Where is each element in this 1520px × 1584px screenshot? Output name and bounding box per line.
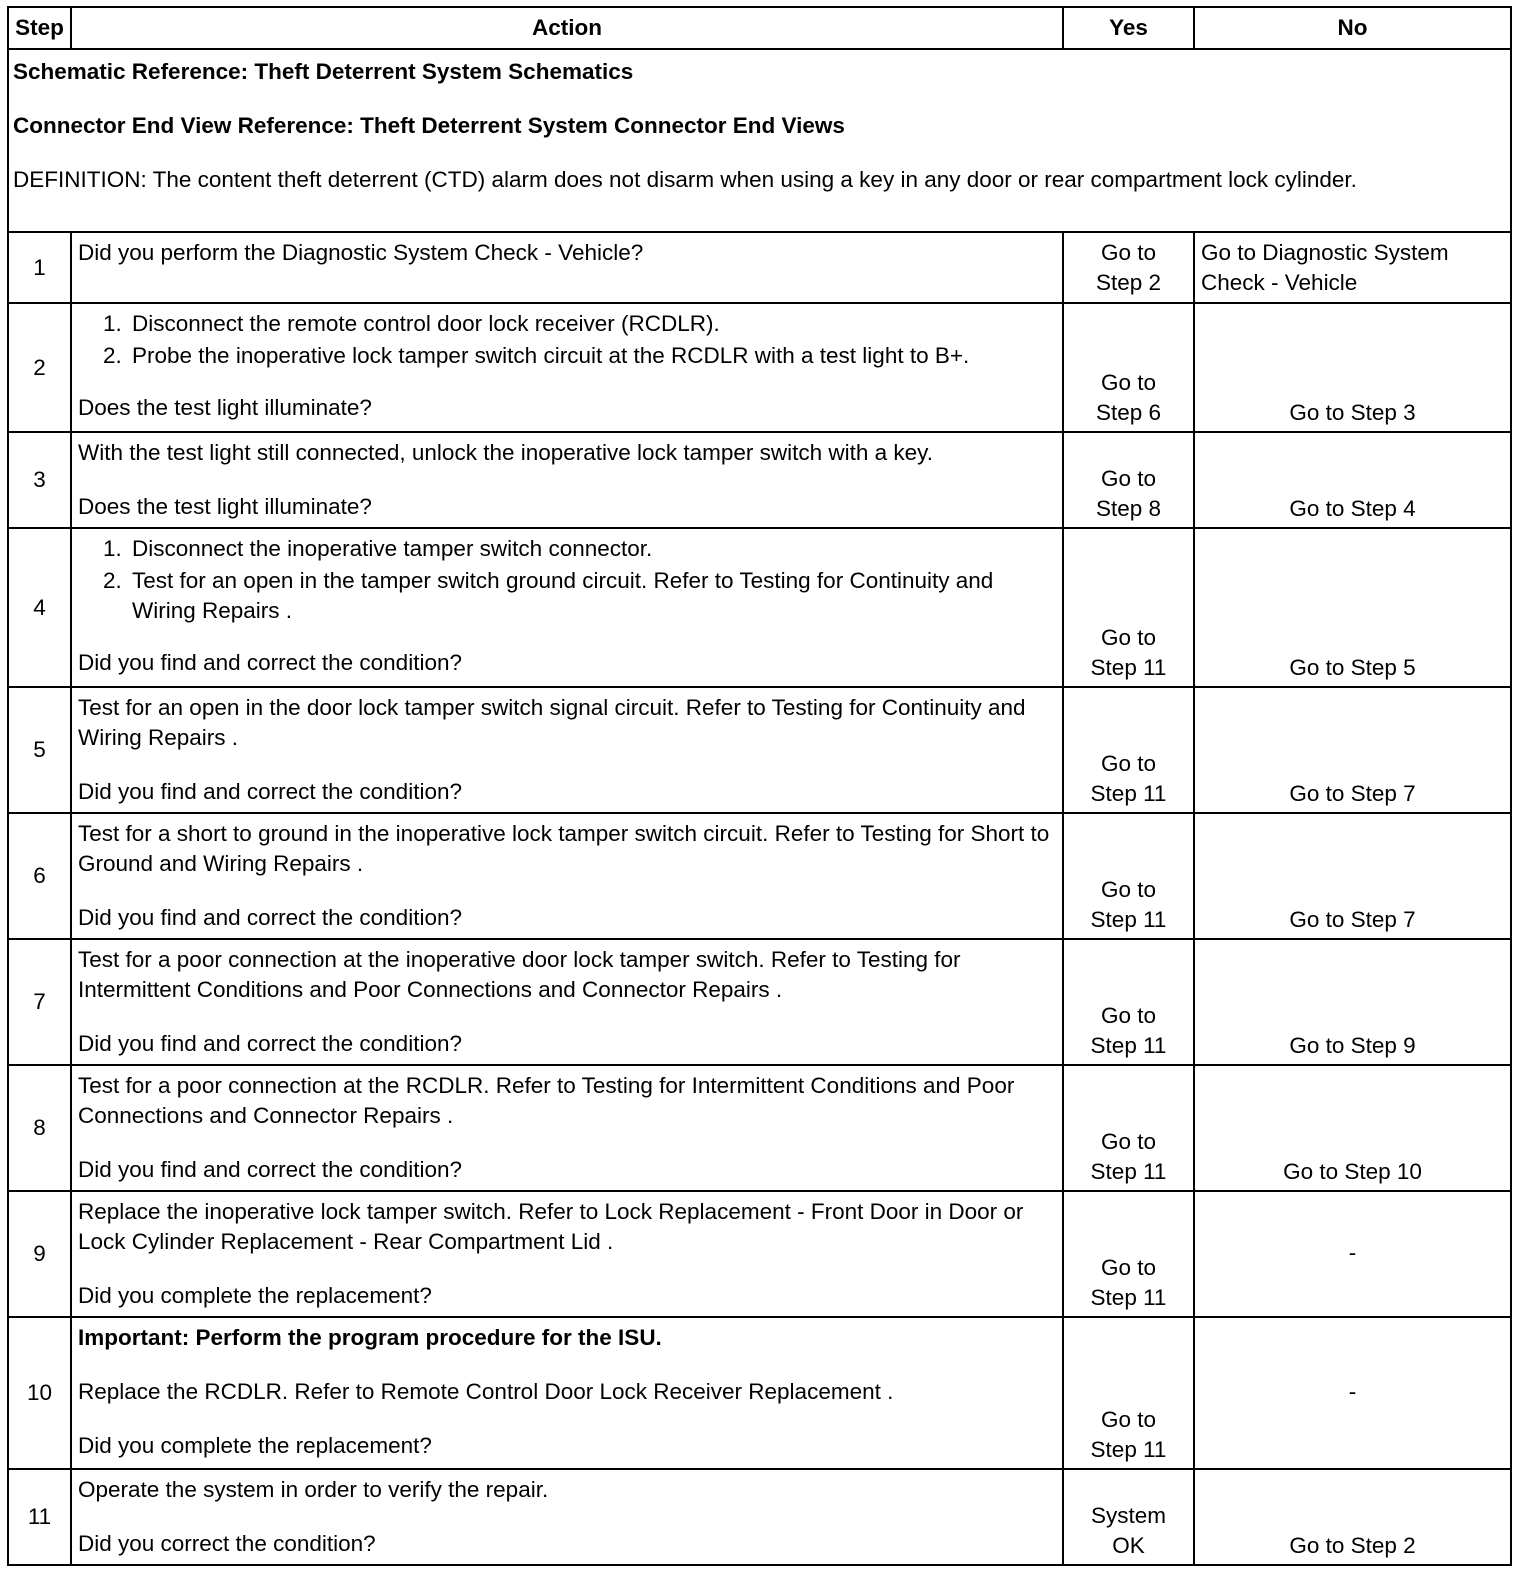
- action-text: Replace the RCDLR. Refer to Remote Control Door Lock Receiver Replacement .: [78, 1379, 894, 1404]
- step-action: [71, 303, 1063, 432]
- definition-text: DEFINITION: The content theft deterrent (CTD) alarm does not disarm when using a key in any door or rear compartment lock cylinder.: [13, 167, 1357, 192]
- connector-reference: Connector End View Reference: Theft Deterrent System Connector End Views: [13, 113, 845, 138]
- step-question: Did you find and correct the condition?: [78, 905, 462, 930]
- step-action: [71, 1191, 1063, 1317]
- no-result: -: [1194, 1317, 1511, 1469]
- list-item: 2. Test for an open in the tamper switch ground circuit. Refer to Testing for Continuity and Wiring Repairs .: [128, 566, 1056, 626]
- step-number: 4: [8, 528, 71, 687]
- yes-result: [1063, 528, 1194, 687]
- header-yes: Yes: [1063, 7, 1194, 49]
- step-number: 2: [8, 303, 71, 432]
- step-number: 5: [8, 687, 71, 813]
- reference-row: [8, 49, 1511, 232]
- table-row: [8, 528, 1511, 687]
- yes-line: Step 11: [1090, 781, 1167, 806]
- table-row: [8, 687, 1511, 813]
- table-row: [8, 939, 1511, 1065]
- step-question: Did you find and correct the condition?: [78, 1157, 462, 1182]
- no-result: Go to Step 9: [1194, 939, 1511, 1065]
- step-number: 11: [8, 1469, 71, 1565]
- step-number: 8: [8, 1065, 71, 1191]
- table-row: [8, 1317, 1511, 1469]
- yes-line: Go to: [1100, 370, 1157, 395]
- step-action: [71, 432, 1063, 528]
- step-question: Does the test light illuminate?: [78, 395, 372, 420]
- no-result: -: [1194, 1191, 1511, 1317]
- step-number: 7: [8, 939, 71, 1065]
- no-result: Go to Step 3: [1194, 303, 1511, 432]
- step-question: Does the test light illuminate?: [78, 494, 372, 519]
- yes-result: [1063, 1065, 1194, 1191]
- yes-line: Go to: [1100, 877, 1157, 902]
- yes-line: Go to: [1100, 1129, 1157, 1154]
- yes-line: System: [1090, 1503, 1166, 1528]
- action-text: Test for a short to ground in the inoperative lock tamper switch circuit. Refer to Testing for Short to Ground and Wiring Repairs .: [78, 821, 1050, 876]
- yes-line: Step 11: [1090, 1159, 1167, 1184]
- action-text: Test for a poor connection at the RCDLR. Refer to Testing for Intermittent Conditions and Poor Connections and Connector Repairs .: [78, 1073, 1015, 1128]
- yes-line: Go to: [1100, 1003, 1157, 1028]
- yes-line: Step 11: [1090, 907, 1167, 932]
- yes-result: [1063, 687, 1194, 813]
- no-result: Go to Step 5: [1194, 528, 1511, 687]
- table-row: [8, 232, 1511, 303]
- step-number: 3: [8, 432, 71, 528]
- yes-line: Go to: [1100, 240, 1157, 265]
- no-result: Go to Step 7: [1194, 687, 1511, 813]
- yes-line: Step 8: [1095, 496, 1162, 521]
- table-row: [8, 1191, 1511, 1317]
- table-row: [8, 813, 1511, 939]
- step-action: [71, 1065, 1063, 1191]
- yes-line: Step 2: [1095, 270, 1162, 295]
- yes-result: [1063, 813, 1194, 939]
- step-number: 10: [8, 1317, 71, 1469]
- yes-result: [1063, 432, 1194, 528]
- no-result: Go to Step 10: [1194, 1065, 1511, 1191]
- action-text: Replace the inoperative lock tamper switch. Refer to Lock Replacement - Front Door in Door or Lock Cylinder Replacement - Rear Compartment Lid .: [78, 1199, 1024, 1254]
- yes-line: Go to: [1100, 751, 1157, 776]
- yes-line: Step 11: [1090, 1437, 1167, 1462]
- step-question: Did you find and correct the condition?: [78, 1031, 462, 1056]
- header-row: [8, 7, 1511, 49]
- step-question: Did you correct the condition?: [78, 1531, 376, 1556]
- schematic-reference: Schematic Reference: Theft Deterrent System Schematics: [13, 59, 634, 84]
- yes-result: [1063, 1191, 1194, 1317]
- diagnostic-table: [7, 6, 1512, 1566]
- step-question: Did you find and correct the condition?: [78, 650, 462, 675]
- header-no: No: [1194, 7, 1511, 49]
- step-action: Did you perform the Diagnostic System Check - Vehicle?: [71, 232, 1063, 303]
- table-row: [8, 432, 1511, 528]
- yes-line: Step 6: [1095, 400, 1162, 425]
- yes-line: OK: [1112, 1533, 1145, 1558]
- action-list: [78, 534, 1056, 626]
- header-step: Step: [8, 7, 71, 49]
- no-result: Go to Diagnostic System Check - Vehicle: [1194, 232, 1511, 303]
- step-question: Did you complete the replacement?: [78, 1283, 432, 1308]
- list-item: 2. Probe the inoperative lock tamper switch circuit at the RCDLR with a test light to B+.: [128, 341, 1056, 371]
- list-item: 1. Disconnect the inoperative tamper switch connector.: [128, 534, 1056, 564]
- step-number: 9: [8, 1191, 71, 1317]
- yes-result: [1063, 1469, 1194, 1565]
- step-action: [71, 1469, 1063, 1565]
- action-text: Test for a poor connection at the inoperative door lock tamper switch. Refer to Testing for Intermittent Conditions and Poor Connections and Connector Repairs .: [78, 947, 961, 1002]
- step-question: Did you complete the replacement?: [78, 1433, 432, 1458]
- no-result: Go to Step 2: [1194, 1469, 1511, 1565]
- step-question: Did you find and correct the condition?: [78, 779, 462, 804]
- step-action: [71, 939, 1063, 1065]
- yes-line: Step 11: [1090, 1033, 1167, 1058]
- action-text: With the test light still connected, unlock the inoperative lock tamper switch with a key.: [78, 440, 933, 465]
- table-row: [8, 1469, 1511, 1565]
- action-text: Operate the system in order to verify the repair.: [78, 1477, 549, 1502]
- table-row: [8, 303, 1511, 432]
- action-text: Test for an open in the door lock tamper switch signal circuit. Refer to Testing for Continuity and Wiring Repairs .: [78, 695, 1026, 750]
- yes-result: [1063, 939, 1194, 1065]
- no-result: Go to Step 4: [1194, 432, 1511, 528]
- step-action: [71, 687, 1063, 813]
- action-list: [78, 309, 1056, 371]
- step-action: [71, 813, 1063, 939]
- table-row: [8, 1065, 1511, 1191]
- no-result: Go to Step 7: [1194, 813, 1511, 939]
- reference-block: [8, 49, 1511, 232]
- yes-line: Go to: [1100, 1407, 1157, 1432]
- step-action: [71, 528, 1063, 687]
- yes-result: [1063, 303, 1194, 432]
- yes-line: Step 11: [1090, 1285, 1167, 1310]
- yes-line: Go to: [1100, 625, 1157, 650]
- step-action: [71, 1317, 1063, 1469]
- yes-line: Step 11: [1090, 655, 1167, 680]
- yes-result: [1063, 232, 1194, 303]
- list-item: 1. Disconnect the remote control door lock receiver (RCDLR).: [128, 309, 1056, 339]
- step-number: 1: [8, 232, 71, 303]
- yes-line: Go to: [1100, 1255, 1157, 1280]
- step-number: 6: [8, 813, 71, 939]
- yes-result: [1063, 1317, 1194, 1469]
- header-action: Action: [71, 7, 1063, 49]
- important-note: Important: Perform the program procedure for the ISU.: [78, 1325, 662, 1350]
- yes-line: Go to: [1100, 466, 1157, 491]
